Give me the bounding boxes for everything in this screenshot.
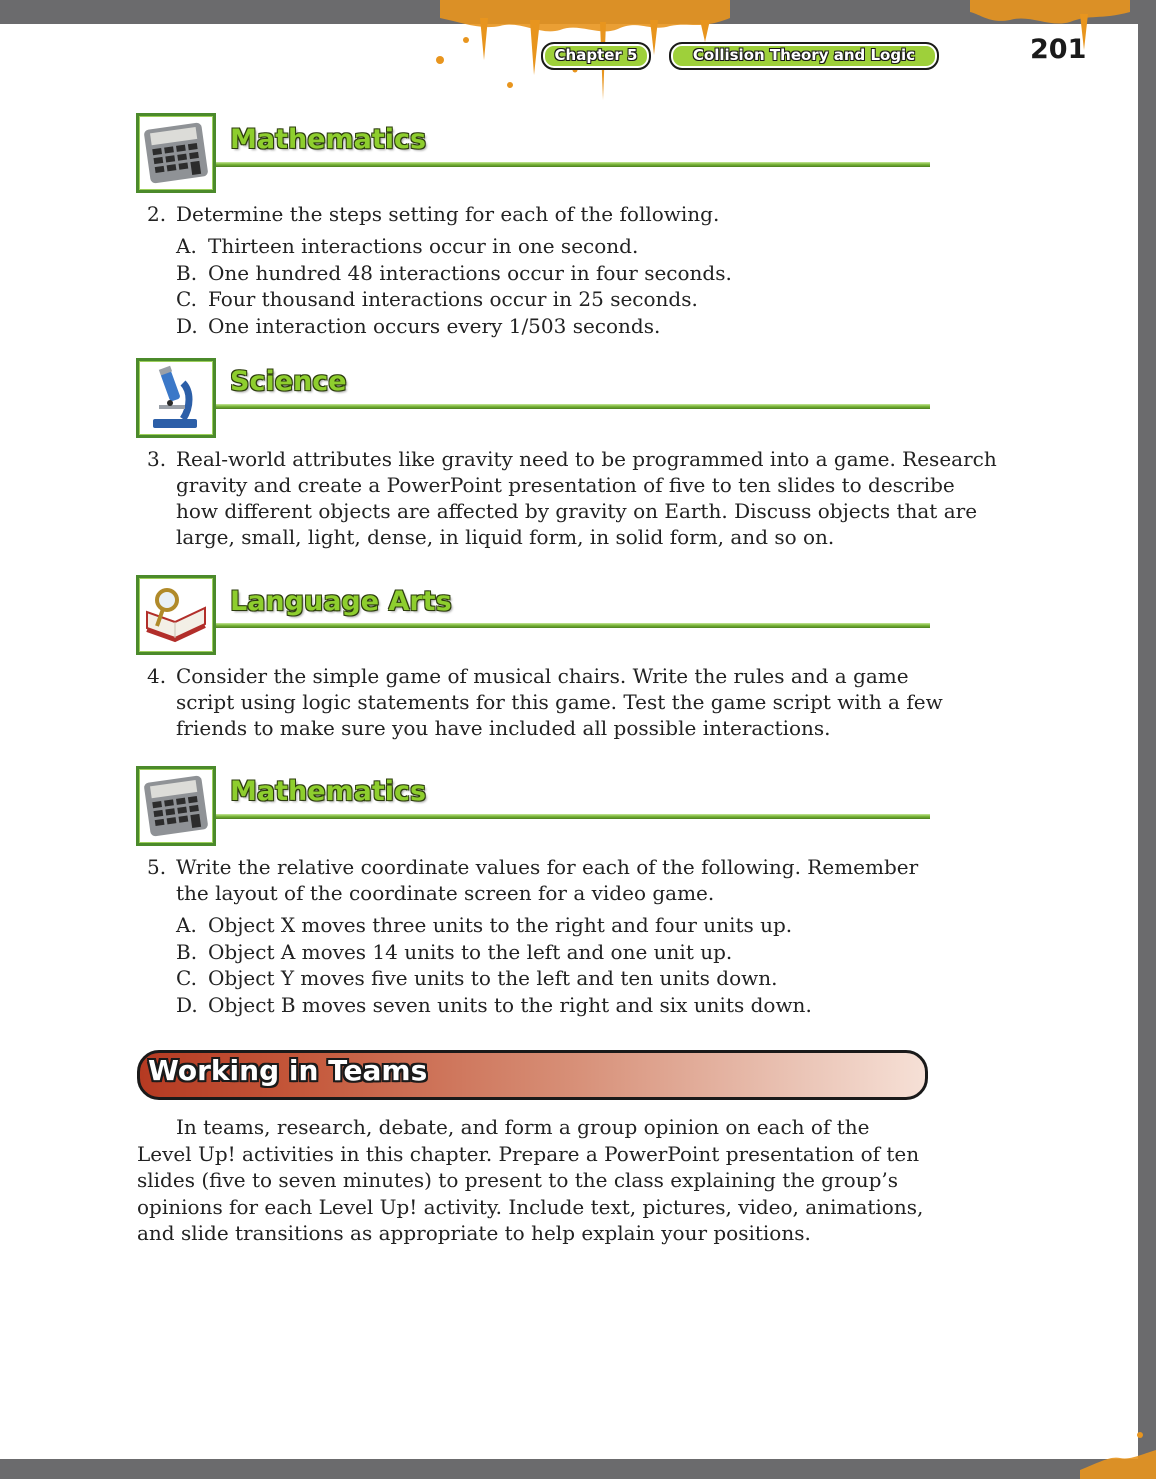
- working-in-teams-title: Working in Teams: [148, 1054, 428, 1087]
- question-text: Consider the simple game of musical chairs. Write the rules and a game: [176, 664, 909, 688]
- option-text: Object A moves 14 units to the left and one unit up.: [208, 940, 733, 964]
- calculator-icon: [136, 113, 216, 193]
- section-divider: [216, 814, 930, 819]
- question-text: script using logic statements for this game. Test the game script with a few: [176, 690, 943, 714]
- paragraph-line: Level Up! activities in this chapter. Prepare a PowerPoint presentation of ten: [137, 1142, 920, 1166]
- chapter-title-badge: Collision Theory and Logic: [669, 42, 939, 70]
- section-title-science: Science: [230, 366, 347, 397]
- section-title-mathematics: Mathematics: [230, 124, 427, 155]
- option-text: Four thousand interactions occur in 25 seconds.: [208, 287, 698, 311]
- paragraph-line: and slide transitions as appropriate to help explain your positions.: [137, 1221, 811, 1245]
- right-frame-bar: [1138, 0, 1156, 1479]
- book-magnifier-icon: [136, 575, 216, 655]
- question-number: 5.: [147, 855, 167, 879]
- question-number: 2.: [147, 202, 167, 226]
- section-divider: [216, 623, 930, 628]
- option-text: Object B moves seven units to the right and six units down.: [208, 993, 812, 1017]
- option-text: Thirteen interactions occur in one second.: [208, 234, 639, 258]
- question-text: gravity and create a PowerPoint presentation of five to ten slides to describe: [176, 473, 955, 497]
- paint-splatter-decoration: [1080, 1400, 1156, 1479]
- option-letter: C.: [176, 287, 197, 311]
- option-text: Object X moves three units to the right and four units up.: [208, 913, 793, 937]
- question-text: Write the relative coordinate values for each of the following. Remember: [176, 855, 919, 879]
- question-text: friends to make sure you have included all possible interactions.: [176, 716, 831, 740]
- calculator-icon: [136, 766, 216, 846]
- paragraph-line: slides (five to seven minutes) to present to the class explaining the group’s: [137, 1168, 899, 1192]
- option-text: Object Y moves five units to the left and ten units down.: [208, 966, 778, 990]
- section-title-mathematics: Mathematics: [230, 776, 427, 807]
- option-letter: B.: [176, 261, 198, 285]
- option-letter: A.: [176, 913, 197, 937]
- question-text: large, small, light, dense, in liquid form, in solid form, and so on.: [176, 525, 835, 549]
- question-number: 3.: [147, 447, 167, 471]
- question-text: Determine the steps setting for each of the following.: [176, 202, 720, 226]
- microscope-icon: [136, 358, 216, 438]
- option-letter: B.: [176, 940, 198, 964]
- question-number: 4.: [147, 664, 167, 688]
- option-text: One interaction occurs every 1/503 seconds.: [208, 314, 661, 338]
- paragraph-line: In teams, research, debate, and form a group opinion on each of the: [176, 1115, 870, 1139]
- question-text: the layout of the coordinate screen for a video game.: [176, 881, 715, 905]
- option-letter: C.: [176, 966, 197, 990]
- question-text: how different objects are affected by gravity on Earth. Discuss objects that are: [176, 499, 978, 523]
- option-letter: D.: [176, 993, 198, 1017]
- chapter-badge: Chapter 5: [541, 42, 651, 70]
- bottom-frame-bar: [0, 1459, 1156, 1479]
- question-text: Real-world attributes like gravity need to be programmed into a game. Research: [176, 447, 997, 471]
- section-title-language-arts: Language Arts: [230, 586, 452, 617]
- section-divider: [216, 404, 930, 409]
- page-number: 201: [1030, 34, 1087, 65]
- option-text: One hundred 48 interactions occur in four seconds.: [208, 261, 732, 285]
- paragraph-line: opinions for each Level Up! activity. Include text, pictures, video, animations,: [137, 1195, 924, 1219]
- option-letter: D.: [176, 314, 198, 338]
- section-divider: [216, 162, 930, 167]
- option-letter: A.: [176, 234, 197, 258]
